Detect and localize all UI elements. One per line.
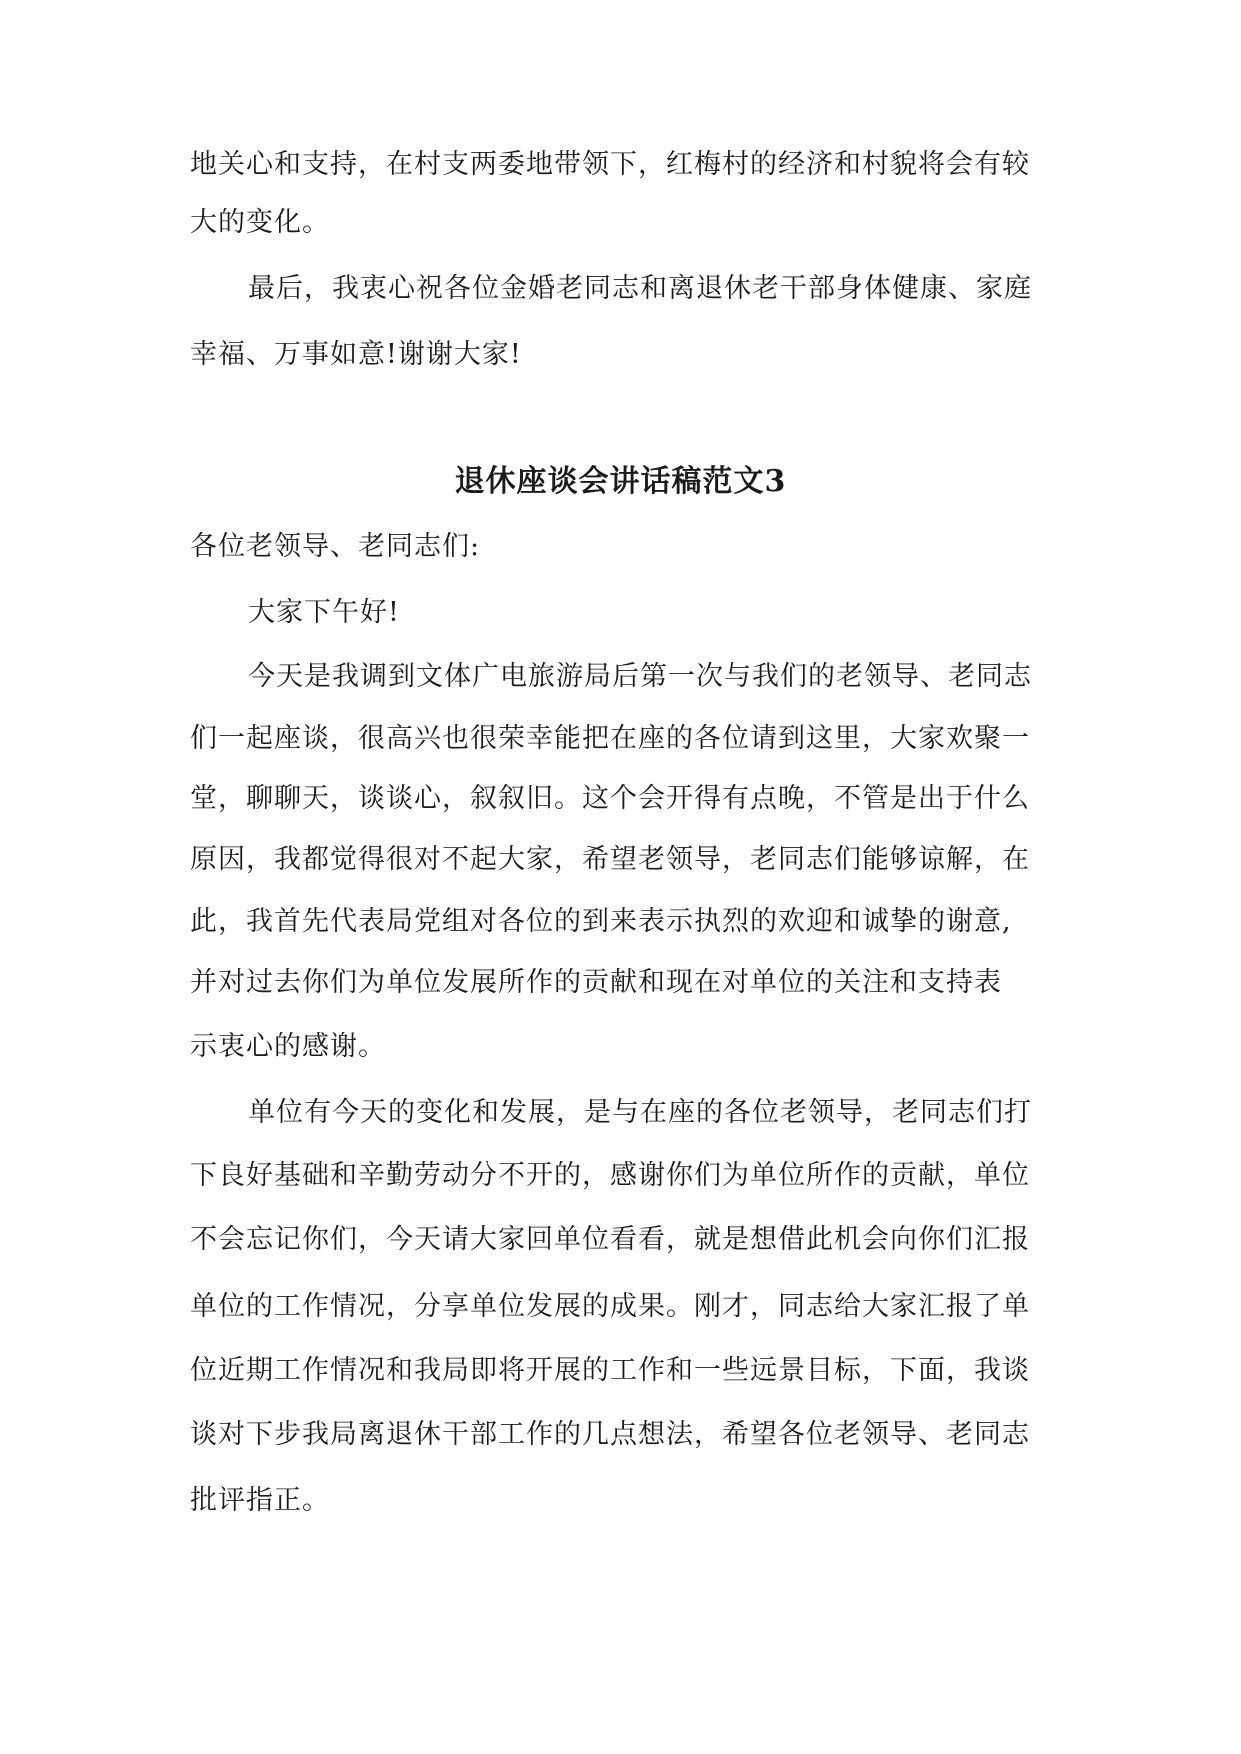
text-line: 谈对下步我局离退休干部工作的几点想法，希望各位老领导、老同志 (190, 1419, 1030, 1450)
text-line: 堂，聊聊天，谈谈心，叙叙旧。这个会开得有点晚，不管是出于什么 (190, 783, 1030, 814)
text-line: 地关心和支持，在村支两委地带领下，红梅村的经济和村貌将会有较 (190, 149, 1030, 180)
salutation: 各位老领导、老同志们: (190, 531, 481, 562)
text-line: 并对过去你们为单位发展所作的贡献和现在对单位的关注和支持表 (190, 967, 1002, 998)
text-line: 位近期工作情况和我局即将开展的工作和一些远景目标，下面，我谈 (190, 1355, 1030, 1386)
text-line: 大的变化。 (190, 207, 330, 238)
text-line: 单位有今天的变化和发展，是与在座的各位老领导，老同志们打 (248, 1097, 1032, 1128)
text-line: 此，我首先代表局党组对各位的到来表示执烈的欢迎和诚挚的谢意, (190, 906, 1012, 937)
text-line: 批评指正。 (190, 1485, 330, 1516)
text-line: 今天是我调到文体广电旅游局后第一次与我们的老领导、老同志 (248, 661, 1032, 692)
text-line: 下良好基础和辛勤劳动分不开的，感谢你们为单位所作的贡献，单位 (190, 1160, 1030, 1191)
text-line: 示衷心的感谢。 (190, 1031, 386, 1062)
text-line: 不会忘记你们，今天请大家回单位看看，就是想借此机会向你们汇报 (190, 1224, 1030, 1255)
text-line: 最后，我衷心祝各位金婚老同志和离退休老干部身体健康、家庭 (248, 273, 1032, 304)
text-line: 幸福、万事如意!谢谢大家! (190, 339, 522, 370)
section-title: 退休座谈会讲话稿范文3 (454, 464, 787, 499)
text-line: 原因，我都觉得很对不起大家，希望老领导，老同志们能够谅解，在 (190, 844, 1030, 875)
text-line: 们一起座谈，很高兴也很荣幸能把在座的各位请到这里，大家欢聚一 (190, 723, 1030, 754)
text-line: 单位的工作情况，分享单位发展的成果。刚才，同志给大家汇报了单 (190, 1291, 1030, 1322)
greeting: 大家下午好! (248, 597, 400, 628)
